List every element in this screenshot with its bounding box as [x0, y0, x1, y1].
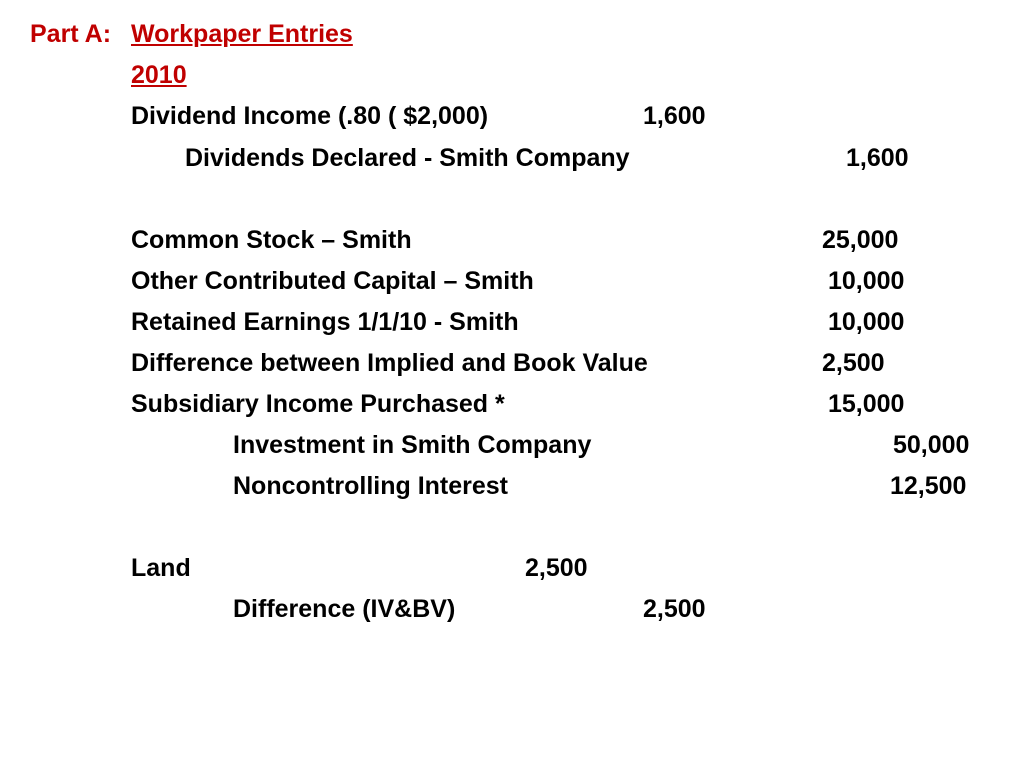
credit-amount: 1,600 — [846, 144, 909, 172]
debit-account: Other Contributed Capital – Smith — [131, 267, 534, 295]
part-label: Part A: — [30, 20, 112, 48]
debit-account: Dividend Income (.80 ( $2,000) — [131, 102, 489, 130]
debit-amount: 2,500 — [822, 349, 885, 377]
debit-amount: 10,000 — [828, 267, 905, 295]
credit-account: Difference (IV&BV) — [233, 595, 456, 623]
credit-account: Dividends Declared - Smith Company — [185, 144, 630, 172]
credit-amount: 12,500 — [890, 472, 967, 500]
debit-account: Common Stock – Smith — [131, 226, 412, 254]
credit-account: Investment in Smith Company — [233, 431, 592, 459]
debit-account: Retained Earnings 1/1/10 - Smith — [131, 308, 519, 336]
section-title: Workpaper Entries — [131, 20, 353, 48]
debit-account: Land — [131, 554, 191, 582]
credit-amount: 50,000 — [893, 431, 970, 459]
year-heading: 2010 — [131, 61, 187, 89]
debit-account: Difference between Implied and Book Value — [131, 349, 648, 377]
credit-amount: 2,500 — [643, 595, 706, 623]
debit-amount: 25,000 — [822, 226, 899, 254]
credit-account: Noncontrolling Interest — [233, 472, 508, 500]
debit-amount: 2,500 — [525, 554, 588, 582]
debit-account: Subsidiary Income Purchased * — [131, 390, 505, 418]
debit-amount: 1,600 — [643, 102, 706, 130]
debit-amount: 15,000 — [828, 390, 905, 418]
debit-amount: 10,000 — [828, 308, 905, 336]
